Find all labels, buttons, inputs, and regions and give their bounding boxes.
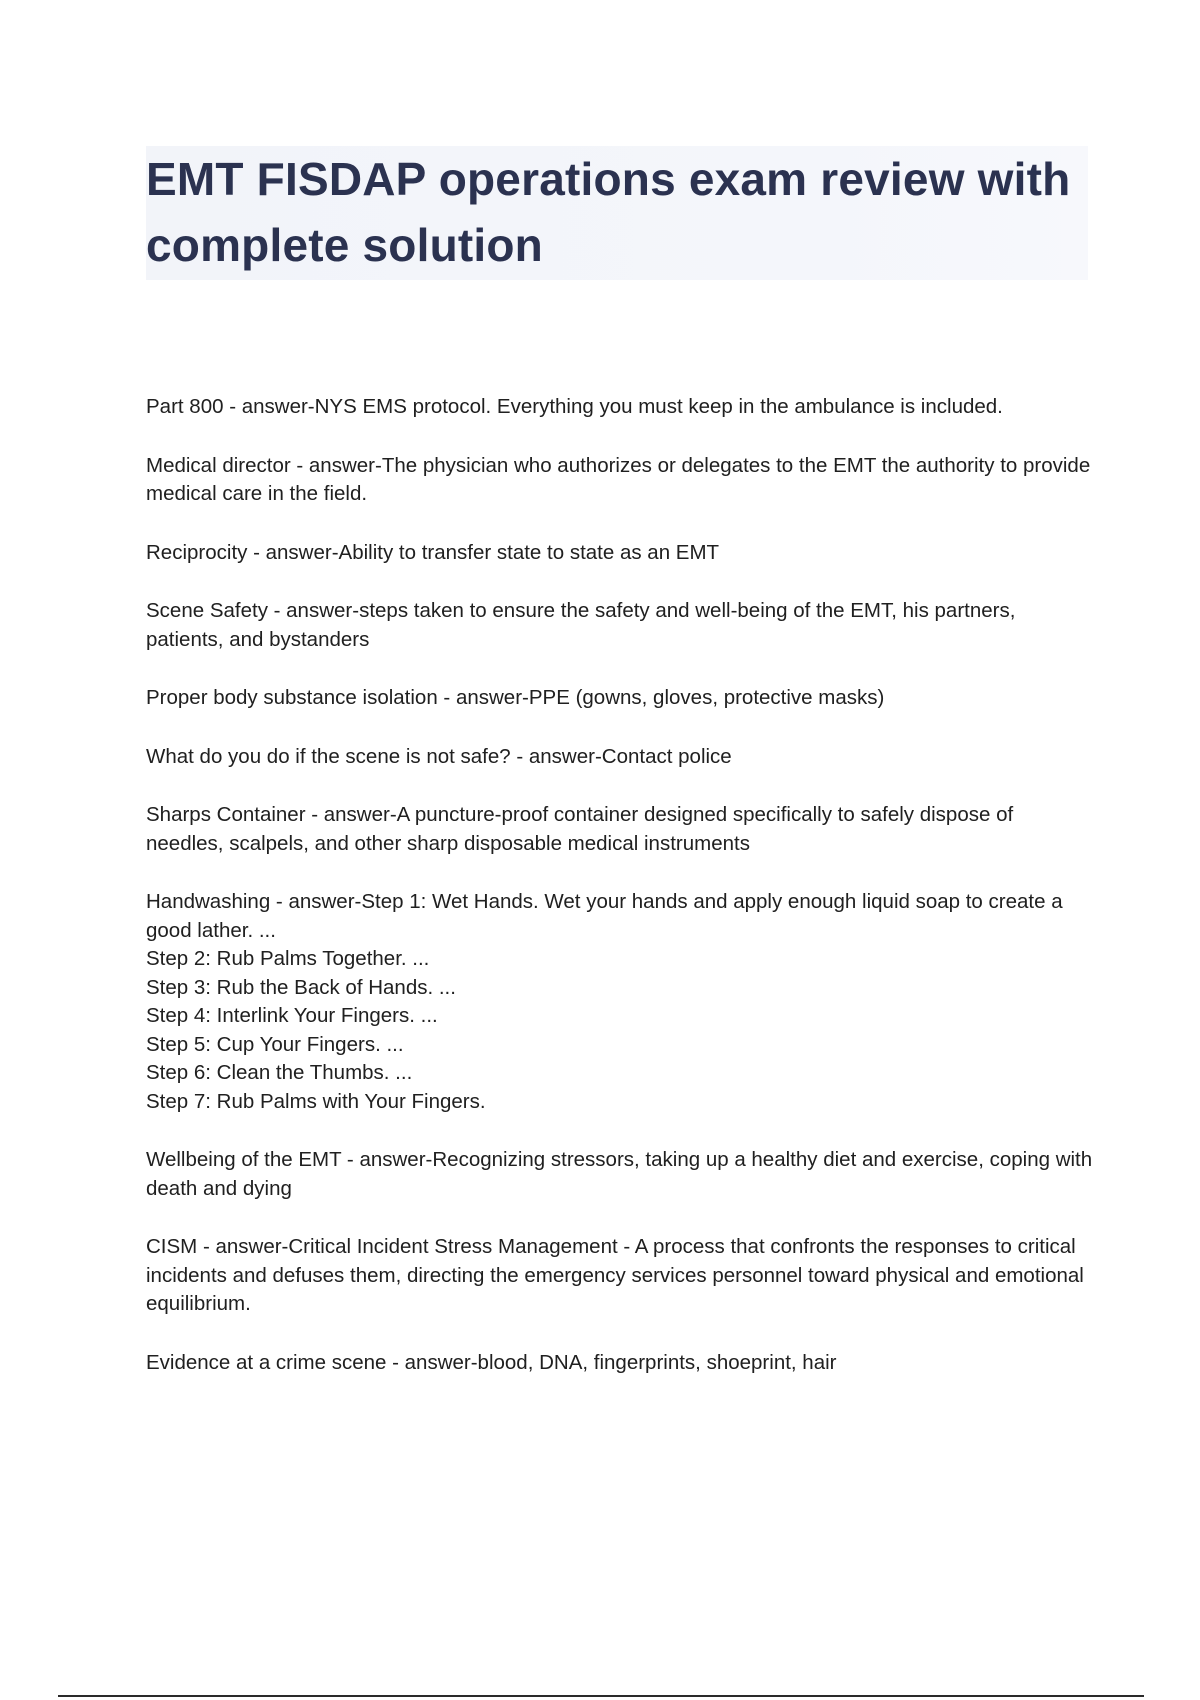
- title-box: [146, 146, 1088, 280]
- qa-list: [146, 393, 1096, 1407]
- qa-entry-handwashing: Handwashing - answer-Step 1: Wet Hands. Wet your hands and apply enough liquid soap to create a good lather. ... Step 2: Rub Palms Together. ... Step 3: Rub the Back of Hands. ... Step 4: Interlink Your Fingers. ... Step 5: Cup Your Fingers. ... Step 6: Clean the Thumbs. ... Step 7: Rub Palms with Your Fingers.: [146, 890, 1063, 1113]
- qa-entry-cism: CISM - answer-Critical Incident Stress Management - A process that confronts the responses to critical incidents and defuses them, directing the emergency services personnel toward physical and emotional equilibrium.: [146, 1235, 1084, 1315]
- qa-entry-part-800: Part 800 - answer-NYS EMS protocol. Everything you must keep in the ambulance is included.: [146, 395, 1003, 418]
- qa-entry-body-substance-isolation: Proper body substance isolation - answer-PPE (gowns, gloves, protective masks): [146, 686, 885, 709]
- qa-entry-sharps-container: Sharps Container - answer-A puncture-proof container designed specifically to safely dispose of needles, scalpels, and other sharp disposable medical instruments: [146, 803, 1014, 855]
- document-title: EMT FISDAP operations exam review with complete solution: [146, 153, 1071, 271]
- qa-entry-scene-not-safe: What do you do if the scene is not safe? - answer-Contact police: [146, 744, 732, 768]
- qa-entry-scene-safety: Scene Safety - answer-steps taken to ensure the safety and well-being of the EMT, his partners, patients, and bystanders: [146, 599, 1016, 651]
- qa-entry-medical-director: Medical director - answer-The physician who authorizes or delegates to the EMT the authority to provide medical care in the field.: [146, 453, 1091, 505]
- qa-entry-wellbeing: Wellbeing of the EMT - answer-Recognizing stressors, taking up a healthy diet and exercise, coping with death and dying: [146, 1148, 1093, 1200]
- footer-rule: [58, 1695, 1144, 1697]
- qa-entry-reciprocity: Reciprocity - answer-Ability to transfer state to state as an EMT: [146, 540, 720, 564]
- qa-entry-crime-scene-evidence: Evidence at a crime scene - answer-blood, DNA, fingerprints, shoeprint, hair: [146, 1350, 837, 1374]
